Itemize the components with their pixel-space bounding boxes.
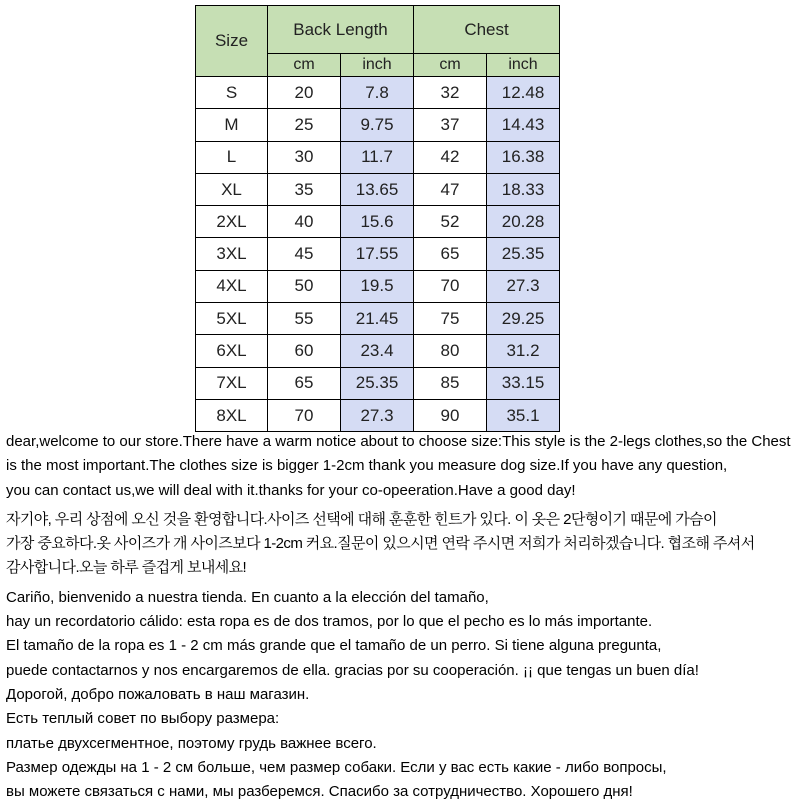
size-cell: 3XL xyxy=(196,238,268,270)
back-length-inch-cell: 23.4 xyxy=(341,335,414,367)
size-cell: 7XL xyxy=(196,367,268,399)
back-length-inch-cell: 27.3 xyxy=(341,399,414,431)
back-length-cm-cell: 25 xyxy=(268,109,341,141)
back-length-cm-cell: 45 xyxy=(268,238,341,270)
notice-line: 자기야, 우리 상점에 오신 것을 환영합니다.사이즈 선택에 대해 훈훈한 힌트가 있다. 이 옷은 2단형이기 때문에 가슴이 xyxy=(6,510,717,528)
back-length-cm-cell: 60 xyxy=(268,335,341,367)
notice-line: dear,welcome to our store.There have a warm notice about to choose size:This style is the 2-legs clothes,so the Chest xyxy=(6,433,791,450)
table-row xyxy=(196,77,560,109)
table-row xyxy=(196,173,560,205)
notice-line: 감사합니다.오늘 하루 즐겁게 보내세요! xyxy=(6,559,247,577)
table-row xyxy=(196,238,560,270)
back-length-inch-cell: 7.8 xyxy=(341,77,414,109)
chest-inch-cell: 18.33 xyxy=(487,173,560,205)
chest-inch-cell: 16.38 xyxy=(487,141,560,173)
chest-cm-header: cm xyxy=(414,54,487,77)
notice-english xyxy=(6,430,798,503)
notice-line: hay un recordatorio cálido: esta ropa es de dos tramos, por lo que el pecho es lo más importante. xyxy=(6,613,653,631)
notice-spanish xyxy=(6,586,798,683)
chest-cm-cell: 70 xyxy=(414,270,487,302)
chest-inch-cell: 20.28 xyxy=(487,206,560,238)
chest-cm-cell: 80 xyxy=(414,335,487,367)
size-cell: S xyxy=(196,77,268,109)
chest-cm-cell: 90 xyxy=(414,399,487,431)
chest-inch-header: inch xyxy=(487,54,560,77)
size-cell: 2XL xyxy=(196,206,268,238)
notice-line: Размер одежды на 1 - 2 см больше, чем размер собаки. Если у вас есть какие - либо вопросы, xyxy=(6,758,667,776)
notice-line: is the most important.The clothes size is bigger 1-2cm thank you measure dog size.If you have any question, xyxy=(6,457,728,475)
chest-inch-cell: 14.43 xyxy=(487,109,560,141)
notice-line: El tamaño de la ropa es 1 - 2 cm más grande que el tamaño de un perro. Si tiene alguna pregunta, xyxy=(6,637,662,655)
notice-line: Есть теплый совет по выбору размера: xyxy=(6,710,280,728)
notice-line: вы можете связаться с нами, мы разберемся. Спасибо за сотрудничество. Хорошего дня! xyxy=(6,783,633,801)
notice-line: Дорогой, добро пожаловать в наш магазин. xyxy=(6,685,310,703)
chest-inch-cell: 35.1 xyxy=(487,399,560,431)
notice-line: платье двухсегментное, поэтому грудь важнее всего. xyxy=(6,734,377,752)
size-cell: 5XL xyxy=(196,303,268,335)
chest-cm-cell: 75 xyxy=(414,303,487,335)
back-length-cm-header: cm xyxy=(268,54,341,77)
back-length-inch-cell: 21.45 xyxy=(341,303,414,335)
notice-line: puede contactarnos y nos encargaremos de ella. gracias por su cooperación. ¡¡ que tengas un buen día! xyxy=(6,661,699,679)
size-cell: M xyxy=(196,109,268,141)
size-cell: 4XL xyxy=(196,270,268,302)
chest-cm-cell: 65 xyxy=(414,238,487,270)
back-length-cm-cell: 40 xyxy=(268,206,341,238)
back-length-cm-cell: 65 xyxy=(268,367,341,399)
size-cell: L xyxy=(196,141,268,173)
chest-cm-cell: 37 xyxy=(414,109,487,141)
back-length-inch-header: inch xyxy=(341,54,414,77)
chest-cm-cell: 85 xyxy=(414,367,487,399)
chest-inch-cell: 25.35 xyxy=(487,238,560,270)
notice-line: Cariño, bienvenido a nuestra tienda. En cuanto a la elección del tamaño, xyxy=(6,588,489,606)
table-row xyxy=(196,335,560,367)
back-length-inch-cell: 9.75 xyxy=(341,109,414,141)
chest-header: Chest xyxy=(414,6,560,54)
table-row xyxy=(196,303,560,335)
notice-line: you can contact us,we will deal with it.thanks for your co-opeeration.Have a good day! xyxy=(6,481,576,499)
chest-cm-cell: 42 xyxy=(414,141,487,173)
size-cell: 6XL xyxy=(196,335,268,367)
table-row xyxy=(196,206,560,238)
size-header: Size xyxy=(196,6,268,77)
chest-inch-cell: 29.25 xyxy=(487,303,560,335)
back-length-inch-cell: 25.35 xyxy=(341,367,414,399)
size-cell: XL xyxy=(196,173,268,205)
size-chart-table xyxy=(195,5,560,432)
back-length-cm-cell: 55 xyxy=(268,303,341,335)
back-length-inch-cell: 11.7 xyxy=(341,141,414,173)
back-length-cm-cell: 35 xyxy=(268,173,341,205)
chest-cm-cell: 52 xyxy=(414,206,487,238)
size-notice xyxy=(6,430,798,804)
chest-cm-cell: 32 xyxy=(414,77,487,109)
table-row xyxy=(196,367,560,399)
size-cell: 8XL xyxy=(196,399,268,431)
table-row xyxy=(196,270,560,302)
back-length-cm-cell: 20 xyxy=(268,77,341,109)
notice-korean xyxy=(6,508,798,581)
chest-cm-cell: 47 xyxy=(414,173,487,205)
back-length-inch-cell: 17.55 xyxy=(341,238,414,270)
back-length-header: Back Length xyxy=(268,6,414,54)
notice-line: 가장 중요하다.옷 사이즈가 개 사이즈보다 1-2cm 커요.질문이 있으시면 연락 주시면 저희가 처리하겠습니다. 협조해 주셔서 xyxy=(6,535,755,553)
size-table-body xyxy=(196,77,560,432)
table-row xyxy=(196,399,560,431)
back-length-cm-cell: 70 xyxy=(268,399,341,431)
back-length-cm-cell: 30 xyxy=(268,141,341,173)
table-row xyxy=(196,141,560,173)
chest-inch-cell: 27.3 xyxy=(487,270,560,302)
back-length-inch-cell: 15.6 xyxy=(341,206,414,238)
chest-inch-cell: 33.15 xyxy=(487,367,560,399)
back-length-inch-cell: 13.65 xyxy=(341,173,414,205)
back-length-cm-cell: 50 xyxy=(268,270,341,302)
back-length-inch-cell: 19.5 xyxy=(341,270,414,302)
chest-inch-cell: 31.2 xyxy=(487,335,560,367)
notice-russian xyxy=(6,683,798,804)
table-row xyxy=(196,109,560,141)
chest-inch-cell: 12.48 xyxy=(487,77,560,109)
